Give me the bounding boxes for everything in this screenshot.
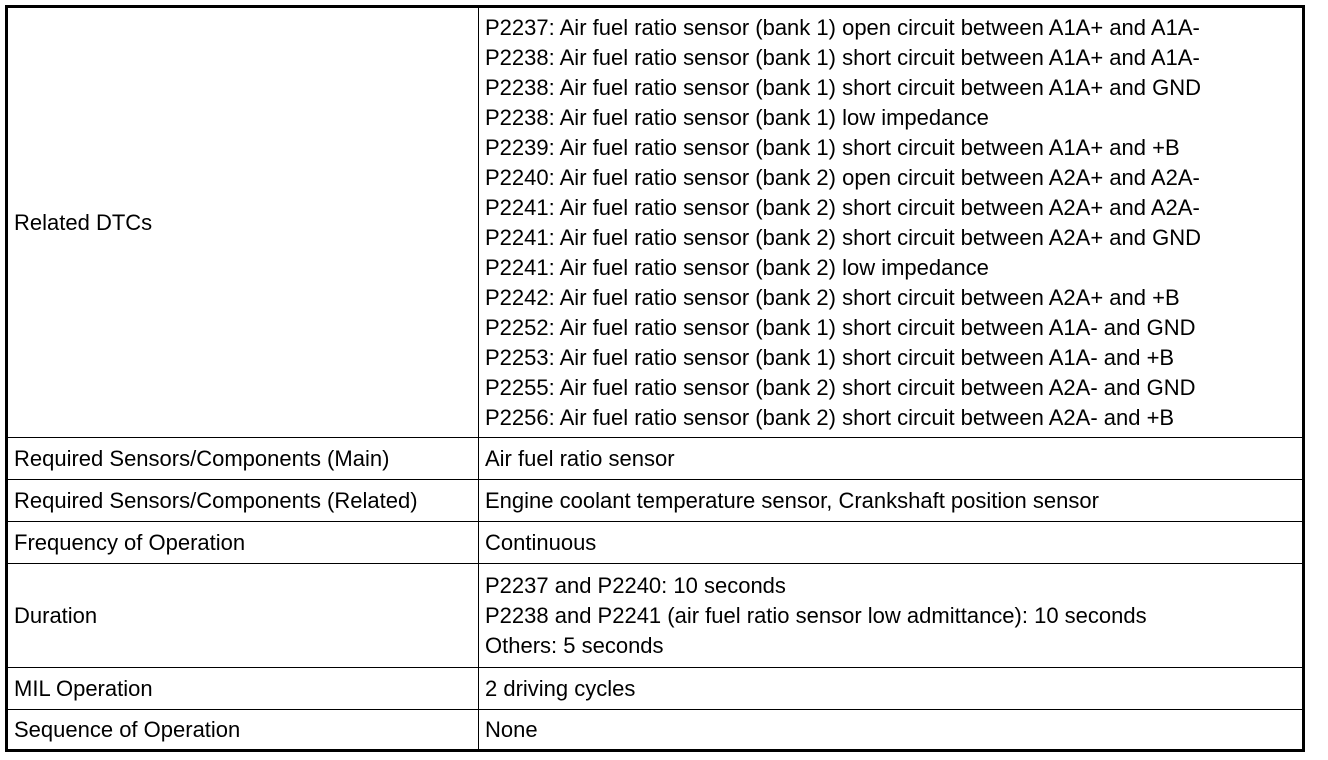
monitor-spec-table [5, 5, 1305, 752]
row-label: Duration [7, 564, 479, 668]
dtc-line: P2241: Air fuel ratio sensor (bank 2) short circuit between A2A+ and A2A- [485, 194, 1200, 220]
row-value [479, 710, 1304, 751]
dtc-line: P2239: Air fuel ratio sensor (bank 1) short circuit between A1A+ and +B [485, 134, 1180, 160]
value-line: Continuous [485, 529, 597, 555]
row-value [479, 480, 1304, 522]
row-label: MIL Operation [7, 668, 479, 710]
dtc-line: P2241: Air fuel ratio sensor (bank 2) short circuit between A2A+ and GND [485, 224, 1201, 250]
row-required-sensors-related [7, 480, 1304, 522]
dtc-line: P2255: Air fuel ratio sensor (bank 2) short circuit between A2A- and GND [485, 374, 1196, 400]
value-line: None [485, 716, 538, 742]
row-label: Frequency of Operation [7, 522, 479, 564]
value-line: Engine coolant temperature sensor, Crankshaft position sensor [485, 487, 1099, 513]
dtc-line: P2238: Air fuel ratio sensor (bank 1) short circuit between A1A+ and A1A- [485, 44, 1200, 70]
row-value [479, 522, 1304, 564]
row-label: Required Sensors/Components (Related) [7, 480, 479, 522]
value-line: P2238 and P2241 (air fuel ratio sensor low admittance): 10 seconds [485, 602, 1147, 628]
row-mil-operation [7, 668, 1304, 710]
row-value [479, 564, 1304, 668]
row-frequency-of-operation [7, 522, 1304, 564]
row-related-dtcs [7, 7, 1304, 438]
row-label: Related DTCs [7, 7, 479, 438]
dtc-line: P2240: Air fuel ratio sensor (bank 2) open circuit between A2A+ and A2A- [485, 164, 1200, 190]
row-required-sensors-main [7, 438, 1304, 480]
row-value [479, 438, 1304, 480]
value-line: 2 driving cycles [485, 675, 636, 701]
value-line: Air fuel ratio sensor [485, 445, 675, 471]
dtc-line: P2242: Air fuel ratio sensor (bank 2) short circuit between A2A+ and +B [485, 284, 1180, 310]
value-line: P2237 and P2240: 10 seconds [485, 572, 786, 598]
row-value [479, 668, 1304, 710]
dtc-line: P2238: Air fuel ratio sensor (bank 1) short circuit between A1A+ and GND [485, 74, 1201, 100]
dtc-line: P2237: Air fuel ratio sensor (bank 1) open circuit between A1A+ and A1A- [485, 14, 1200, 40]
row-value [479, 7, 1304, 438]
row-label: Sequence of Operation [7, 710, 479, 751]
dtc-line: P2256: Air fuel ratio sensor (bank 2) short circuit between A2A- and +B [485, 404, 1175, 430]
dtc-line: P2252: Air fuel ratio sensor (bank 1) short circuit between A1A- and GND [485, 314, 1196, 340]
row-label: Required Sensors/Components (Main) [7, 438, 479, 480]
dtc-line: P2253: Air fuel ratio sensor (bank 1) short circuit between A1A- and +B [485, 344, 1175, 370]
dtc-line: P2241: Air fuel ratio sensor (bank 2) low impedance [485, 254, 989, 280]
row-duration [7, 564, 1304, 668]
value-line: Others: 5 seconds [485, 632, 664, 658]
dtc-line: P2238: Air fuel ratio sensor (bank 1) low impedance [485, 104, 989, 130]
row-sequence-of-operation [7, 710, 1304, 751]
